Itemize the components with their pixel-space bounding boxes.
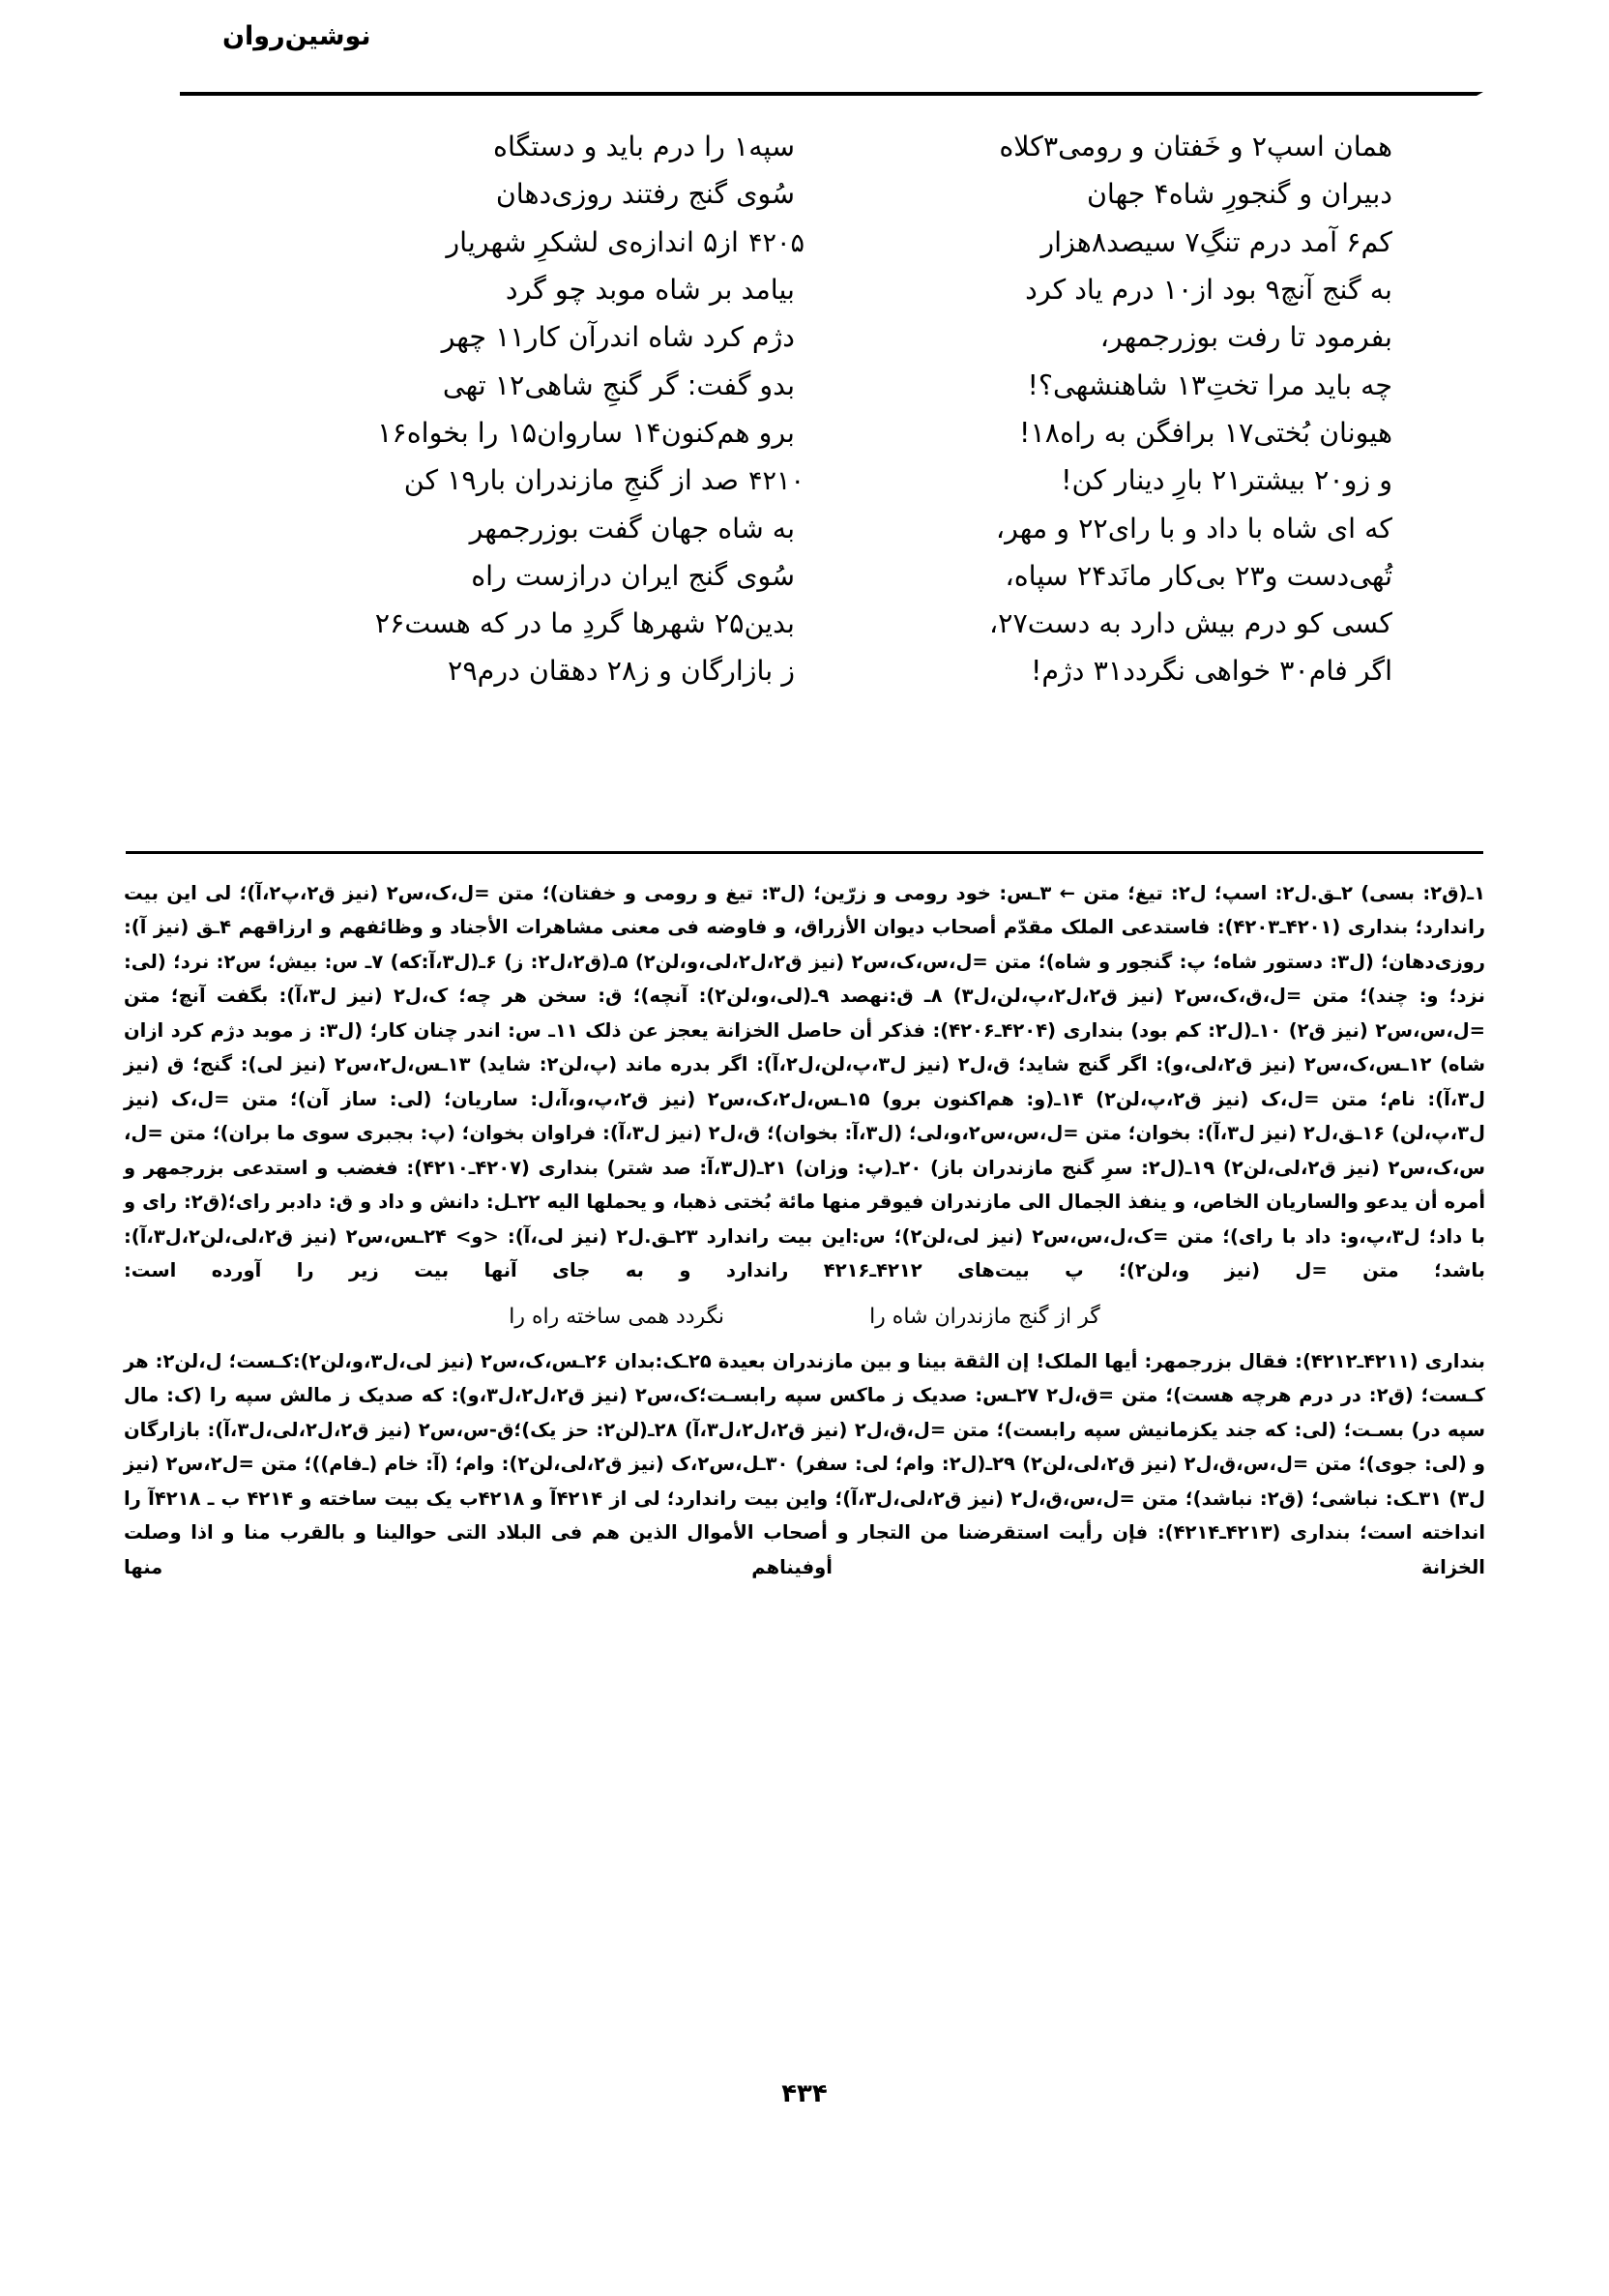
apparatus-paragraph: بنداری (۴۲۱۱ـ۴۲۱۲): فقال بزرجمهر: أیها الملک! إن الثقة بینا و بین مازندران بعیدة ۲۵ـک:بدان ۲۶ـس،ک،س۲ (نیز لی،ل۳،و،لن۲):کـست؛ ل،لن۲: هر کـست؛ (ق۲: در درم هرچه هست)؛ متن =ق،ل۲ ۲۷ـس: صدیک ز ماکس سپه رابسـت؛ک،س۲ (نیز ق۲،ل۲،ل۳،و): که صدیک ز مالش سپه را (ک: مال سپه در) بسـت؛ (لی: که جند یکزمانیش سپه رابست)؛ متن =ل،ق،ل۲ (نیز ق۲،ل۲،ل۳،آ) ۲۸ـ(لن۲: حز یک)؛ق-س،س۲ (نیز ق۲،ل۲،لی،ل۳،آ): بازارگان و (لی: جوی)؛ متن =ل،س،ق،ل۲ (نیز ق۲،لی،لن۲) ۲۹ـ(ل۲: وام؛ لی: سفر) ۳۰ـل،س۲،ک (نیز ق۲،لی،لن۲): وام؛ (آ: خام (ـ‌فام))؛ متن =ل۲،س۲ (نیز ل۳) ۳۱ـک: نباشی؛ (ق۲: نباشد)؛ متن =ل،س،ق،ل۲ (نیز ق۲،لی،ل۳،آ)؛ واین بیت راندارد؛ لی از ۴۲۱۴آ و ۴۲۱۸ب یک بیت ساخته و ۴۲۱۴ ب ـ ۴۲۱۸آ را انداخته است؛ بنداری (۴۲۱۳ـ۴۲۱۴): فإن رأیت استقرضنا من التجار و أصحاب الأموال الذین هم فی البلاد التی حوالینا و بالقرب منا و اذا وصلت الخزانة أوفیناهم منها xyxy=(124,1349,1486,1578)
hemistich-left: هیونان بُختی۱۷ برافگن به راه۱۸! xyxy=(1019,416,1392,449)
hemistich-right: به شاه جهان گفت بوزرجمهر xyxy=(469,512,795,545)
couplet xyxy=(184,412,1425,454)
couplet xyxy=(184,459,1425,501)
hemistich-right: بدین۲۵ شهرها گردِ ما در که هست۲۶ xyxy=(374,607,795,640)
verse-block xyxy=(184,126,1425,698)
running-head-text: نوشین‌روان xyxy=(222,21,371,51)
hemistich-right: بدو گفت: گر گنجِ شاهی۱۲ تهی xyxy=(442,368,795,401)
inset-verse-left: نگردد همی ساخته راه را xyxy=(509,1304,725,1329)
critical-apparatus xyxy=(124,876,1485,1584)
hemistich-left: چه باید مرا تختِ۱۳ شاهنشهی؟! xyxy=(1027,368,1392,401)
header-rule xyxy=(180,92,1429,96)
couplet xyxy=(184,173,1425,215)
couplet xyxy=(184,126,1425,167)
hemistich-left: به گنج آنچ۹ بود از۱۰ درم یاد کرد xyxy=(1025,273,1392,306)
hemistich-left: بفرمود تا رفت بوزرجمهر، xyxy=(1099,321,1392,354)
hemistich-left: دبیران و گنجورِ شاه۴ جهان xyxy=(1086,178,1392,211)
hemistich-left: همان اسپ۲ و خَفتان و رومی۳کلاه xyxy=(999,131,1392,162)
hemistich-right: برو هم‌کنون۱۴ ساروان۱۵ را بخواه۱۶ xyxy=(377,416,795,449)
couplet xyxy=(184,555,1425,597)
verse-number: ۴۲۰۵ xyxy=(747,227,804,258)
hemistich-left: تُهی‌دست و۲۳ بی‌کار مانَد۲۴ سپاه، xyxy=(1005,559,1392,592)
apparatus-paragraph: ۱ـ(ق۲: بسی) ۲ـق.ل۲: اسپ؛ ل۲: تیغ؛ متن ← ۳ـس: خود رومی و زرّین؛ (ل۳: تیغ و رومی و خفتان)؛ متن =ل،ک،س۲ (نیز ق۲،پ۲،آ)؛ لی این بیت راندارد؛ بنداری (۴۲۰۱ـ۴۲۰۳): فاستدعی الملک مقدّم أصحاب دیوان الأزراق، و فاوضه فی معنی مشاهرات الأجناد و وظائفهم و ارزاقهم ۴ـق (نیز آ): روزی‌دهان؛ (ل۳: دستور شاه؛ پ: گنجور و شاه)؛ متن =ل،س،ک،س۲ (نیز ق۲،ل۲،لی،و،لن۲) ۵ـ(ق۲،ل۲: ز) ۶ـ(ل۳،آ:که) ۷ـ س: بیش؛ س۲: نرد؛ (لی: نزد؛ و: چند)؛ متن =ل،ق،ک،س۲ (نیز ق۲،ل۲،پ،لن،ل۳) ۸ـ ق:نهصد ۹ـ(لی،و،لن۲): آنچه)؛ ق: سخن هر چه؛ ک،ل۲ (نیز ل۳،آ): بگفت آنچ؛ متن =ل،س،س۲ (نیز ق۲) ۱۰ـ(ل۲: کم بود) بنداری (۴۲۰۴ـ۴۲۰۶): فذکر أن حاصل الخزانة یعجز عن ذلک ۱۱ـ س: اندر چنان کار؛ (ل۳: ز موبد دژم کرد ازان شاه) ۱۲ـس،ک،س۲ (نیز ق۲،لی،و): اگر گنج شاید؛ ق،ل۲ (نیز ل۳،پ،لن،ل۲،آ): اگر بدره ماند (پ،لن۲: شاید) ۱۳ـس،ل۲،س۲ (نیز لی): گنج؛ ق (نیز ل۳،آ): نام؛ متن =ل،ک (نیز ق۲،پ،لن۲) ۱۴ـ(و: هم‌اکنون برو) ۱۵ـس،ل۲،ک،س۲ (نیز ق۲،پ،و،آ،ل: ساریان؛ (لی: ساز آن)؛ متن =ل،ک (نیز ل۳،پ،لن) ۱۶ـق،ل۲ (نیز ل۳،آ): بخوان؛ متن =ل،س،س۲،و،لی؛ (ل۳،آ: بخوان)؛ ق،ل۲ (نیز ل۳،آ): فراوان بخوان؛ (پ: بجبری سوی ما بران)؛ متن =ل، س،ک،س۲ (نیز ق۲،لی،لن۲) ۱۹ـ(ل۲: سرِ گنج مازندران باز) ۲۰ـ(پ: وزان) ۲۱ـ(ل۳،آ: صد شتر) بنداری (۴۲۰۷ـ۴۲۱۰): فغضب و استدعی بزرجمهر و أمره أن یدعو والساریان الخاص، و ینفذ الجمال الی مازندران فیوقر منها مائة بُختی ذهبا، و یحملها الیه ۲۲ـل: دانش و داد و ق: دادبر رای؛(ق۲: رای و با داد؛ ل۳،پ،و: داد با رای)؛ متن =ک،ل،س،س۲ (نیز لی،لن۲)؛ س:این بیت راندارد ۲۳ـق.ل۲ (نیز لی،آ): <و> ۲۴ـس،س۲ (نیز ق۲،لی،لن۲،ل۳،آ): باشد؛ متن =ل (نیز و،لن۲)؛ پ بیت‌های ۴۲۱۲ـ۴۲۱۶ راندارد و به جای آنها بیت زیر را آورده است: xyxy=(124,882,1486,1282)
hemistich-left: کسی کو درم بیش دارد به دست۲۷، xyxy=(988,607,1392,640)
couplet xyxy=(184,603,1425,644)
hemistich-left: که ای شاه با داد و با رای۲۲ و مهر، xyxy=(995,512,1392,545)
hemistich-right: صد از گنجِ مازندران بار۱۹ کن xyxy=(403,464,739,497)
running-head xyxy=(135,21,1474,51)
couplet xyxy=(184,269,1425,310)
inset-verse xyxy=(124,1298,1485,1337)
couplet xyxy=(184,221,1425,263)
hemistich-right: از۵ اندازه‌ی لشکرِ شهریار xyxy=(446,225,739,258)
hemistich-left: و زو۲۰ بیشتر۲۱ بارِ دینار کن! xyxy=(1061,464,1392,497)
page-number: ۴۳۴ xyxy=(781,2079,828,2108)
hemistich-right: سُوی گنج ایران درازست راه xyxy=(471,559,795,592)
hemistich-left: کم۶ آمد درم تنگِ۷ سیصد۸هزار xyxy=(1040,225,1392,258)
hemistich-right: دژم کرد شاه اندرآن کار۱۱ چهر xyxy=(441,321,795,354)
hemistich-right: بیامد بر شاه موبد چو گرد xyxy=(505,273,795,306)
apparatus-rule xyxy=(126,851,1483,854)
couplet xyxy=(184,316,1425,358)
couplet xyxy=(184,508,1425,549)
couplet xyxy=(184,365,1425,406)
hemistich-right: سپه۱ را درم باید و دستگاه xyxy=(493,131,795,162)
hemistich-right: سُوی گنج رفتند روزی‌دهان xyxy=(495,178,795,211)
couplet xyxy=(184,650,1425,692)
hemistich-left: اگر فام۳۰ خواهی نگردد۳۱ دژم! xyxy=(1030,655,1392,688)
inset-verse-right: گر از گنج مازندران شاه را xyxy=(869,1304,1100,1329)
hemistich-right: ز بازارگان و ز۲۸ دهقان درم۲۹ xyxy=(448,655,795,688)
verse-number: ۴۲۱۰ xyxy=(747,466,804,497)
